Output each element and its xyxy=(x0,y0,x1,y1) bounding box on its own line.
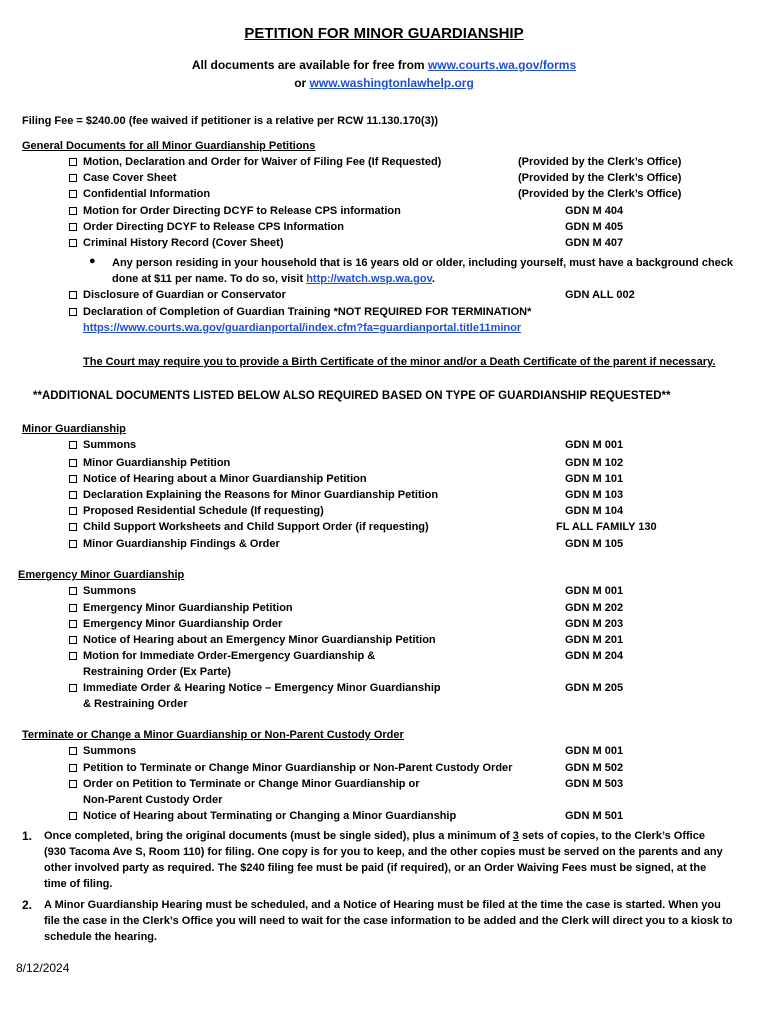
general-item-checkbox[interactable] xyxy=(69,174,77,182)
general-item-label: Order Directing DCYF to Release CPS Information xyxy=(83,221,344,233)
copies-count: 3 xyxy=(512,830,519,842)
terminate-item-checkbox[interactable] xyxy=(69,764,77,772)
background-check-period: . xyxy=(431,273,435,285)
intro-text-2: or xyxy=(294,76,310,90)
general-item-label: Motion, Declaration and Order for Waiver of Filing Fee (If Requested) xyxy=(83,156,442,168)
general-item-label: Motion for Order Directing DCYF to Release CPS information xyxy=(83,205,401,217)
general-heading: General Documents for all Minor Guardianship Petitions xyxy=(22,140,316,152)
disclosure-checkbox[interactable] xyxy=(69,291,77,299)
general-item-form-code: GDN M 404 xyxy=(565,205,624,217)
emergency-item-checkbox[interactable] xyxy=(69,587,77,595)
minor-item-checkbox[interactable] xyxy=(69,475,77,483)
general-item-label: Criminal History Record (Cover Sheet) xyxy=(83,237,284,249)
background-check-text: done at $11 per name. To do so, visit xyxy=(112,273,307,285)
emergency-item-label: Notice of Hearing about an Emergency Minor Guardianship Petition xyxy=(83,634,436,646)
general-item-checkbox[interactable] xyxy=(69,158,77,166)
training-checkbox[interactable] xyxy=(69,308,77,316)
terminate-heading: Terminate or Change a Minor Guardianship or Non-Parent Custody Order xyxy=(22,729,404,741)
step-text-line: Once completed, bring the original documents (must be single sided), plus a minimum of 3 sets of copies, to the Clerk’s Office xyxy=(44,830,705,842)
step-text-line: A Minor Guardianship Hearing must be scheduled, and a Notice of Hearing must be filed at the time the case is started. When you xyxy=(44,899,721,911)
emergency-item-form-code: GDN M 001 xyxy=(565,585,624,597)
minor-item-form-code: GDN M 001 xyxy=(565,439,624,451)
emergency-item-form-code: GDN M 201 xyxy=(565,634,624,646)
terminate-item-label: Petition to Terminate or Change Minor Guardianship or Non-Parent Custody Order xyxy=(83,762,513,774)
general-item-label: Confidential Information xyxy=(83,188,211,200)
terminate-item-form-code: GDN M 001 xyxy=(565,745,624,757)
step-text-line: file the case in the Clerk’s Office you will need to wait for the case information to be added and the Clerk will direct you to a kiosk to xyxy=(44,915,733,927)
step-number: 2. xyxy=(22,898,33,912)
bullet-icon: ● xyxy=(89,255,96,267)
step-text-line: (930 Tacoma Ave S, Room 110) for filing. One copy is for you to keep, and the other copies must be served on the parents and any xyxy=(44,846,723,858)
minor-item-checkbox[interactable] xyxy=(69,441,77,449)
general-item-checkbox[interactable] xyxy=(69,207,77,215)
terminate-item-checkbox[interactable] xyxy=(69,747,77,755)
general-item-form-code: (Provided by the Clerk’s Office) xyxy=(518,172,682,184)
general-item-form-code: (Provided by the Clerk’s Office) xyxy=(518,188,682,200)
background-check-line-1: Any person residing in your household that is 16 years old or older, including yourself, must have a background check xyxy=(112,257,734,269)
step-text-line: schedule the hearing. xyxy=(44,931,158,943)
disclosure-code: GDN ALL 002 xyxy=(565,289,635,301)
emergency-item-checkbox[interactable] xyxy=(69,684,77,692)
minor-item-form-code: GDN M 101 xyxy=(565,473,624,485)
emergency-item-label: Emergency Minor Guardianship Petition xyxy=(83,602,293,614)
terminate-item-label: Summons xyxy=(83,745,137,757)
page-title: PETITION FOR MINOR GUARDIANSHIP xyxy=(244,25,524,42)
emergency-item-form-code: GDN M 202 xyxy=(565,602,624,614)
step-text-line: other involved party as required. The $240 filing fee must be paid (if required), or an Order Waiving Fees must be signed, at the xyxy=(44,862,707,874)
terminate-item-label-continued: Non-Parent Custody Order xyxy=(83,794,223,806)
minor-item-label: Summons xyxy=(83,439,137,451)
intro-line-2 xyxy=(0,76,768,91)
training-label: Declaration of Completion of Guardian Training *NOT REQUIRED FOR TERMINATION* xyxy=(83,306,532,318)
minor-item-label: Declaration Explaining the Reasons for Minor Guardianship Petition xyxy=(83,489,439,501)
terminate-item-checkbox[interactable] xyxy=(69,780,77,788)
minor-item-form-code: GDN M 104 xyxy=(565,505,624,517)
general-item-checkbox[interactable] xyxy=(69,223,77,231)
terminate-item-form-code: GDN M 501 xyxy=(565,810,624,822)
emergency-item-label: Emergency Minor Guardianship Order xyxy=(83,618,283,630)
minor-item-label: Child Support Worksheets and Child Support Order (if requesting) xyxy=(83,521,429,533)
wsp-watch-link[interactable]: http://watch.wsp.wa.gov xyxy=(306,273,432,285)
terminate-item-label: Notice of Hearing about Terminating or Changing a Minor Guardianship xyxy=(83,810,457,822)
terminate-item-label: Order on Petition to Terminate or Change Minor Guardianship or xyxy=(83,778,420,790)
minor-item-checkbox[interactable] xyxy=(69,523,77,531)
washingtonlawhelp-link[interactable]: www.washingtonlawhelp.org xyxy=(309,76,474,90)
step-number: 1. xyxy=(22,829,33,843)
minor-item-checkbox[interactable] xyxy=(69,540,77,548)
additional-documents-heading: **ADDITIONAL DOCUMENTS LISTED BELOW ALSO REQUIRED BASED ON TYPE OF GUARDIANSHIP REQUESTED** xyxy=(33,390,671,402)
general-item-checkbox[interactable] xyxy=(69,239,77,247)
emergency-item-label-continued: & Restraining Order xyxy=(83,698,188,710)
emergency-item-label: Motion for Immediate Order-Emergency Guardianship & xyxy=(83,650,376,662)
minor-item-label: Minor Guardianship Petition xyxy=(83,457,231,469)
terminate-item-checkbox[interactable] xyxy=(69,812,77,820)
emergency-item-checkbox[interactable] xyxy=(69,620,77,628)
minor-item-checkbox[interactable] xyxy=(69,459,77,467)
step-text-line: time of filing. xyxy=(44,878,113,890)
general-item-form-code: (Provided by the Clerk’s Office) xyxy=(518,156,682,168)
background-check-line-2 xyxy=(112,273,435,286)
emergency-item-checkbox[interactable] xyxy=(69,652,77,660)
emergency-item-form-code: GDN M 205 xyxy=(565,682,624,694)
emergency-item-label: Summons xyxy=(83,585,137,597)
filing-fee: Filing Fee = $240.00 (fee waived if petitioner is a relative per RCW 11.130.170(3)) xyxy=(22,115,439,127)
courts-forms-link[interactable]: www.courts.wa.gov/forms xyxy=(427,58,577,72)
emergency-heading: Emergency Minor Guardianship xyxy=(18,569,185,581)
emergency-item-checkbox[interactable] xyxy=(69,604,77,612)
minor-item-form-code: GDN M 103 xyxy=(565,489,624,501)
minor-item-checkbox[interactable] xyxy=(69,491,77,499)
general-item-form-code: GDN M 407 xyxy=(565,237,624,249)
emergency-item-label-continued: Restraining Order (Ex Parte) xyxy=(83,666,231,678)
intro-text-1: All documents are available for free from xyxy=(191,58,428,72)
document-date: 8/12/2024 xyxy=(16,961,70,975)
general-item-form-code: GDN M 405 xyxy=(565,221,624,233)
general-item-label: Case Cover Sheet xyxy=(83,172,177,184)
emergency-item-checkbox[interactable] xyxy=(69,636,77,644)
minor-item-label: Minor Guardianship Findings & Order xyxy=(83,538,280,550)
emergency-item-label: Immediate Order & Hearing Notice – Emergency Minor Guardianship xyxy=(83,682,441,694)
minor-item-label: Notice of Hearing about a Minor Guardianship Petition xyxy=(83,473,367,485)
guardian-portal-link[interactable]: https://www.courts.wa.gov/guardianportal/index.cfm?fa=guardianportal.title11minor xyxy=(83,322,522,334)
terminate-item-form-code: GDN M 502 xyxy=(565,762,624,774)
minor-item-label: Proposed Residential Schedule (If requesting) xyxy=(83,505,324,517)
terminate-item-form-code: GDN M 503 xyxy=(565,778,624,790)
intro-line-1 xyxy=(0,58,768,73)
minor-guardianship-heading: Minor Guardianship xyxy=(22,423,126,435)
court-note: The Court may require you to provide a Birth Certificate of the minor and/or a Death Certificate of the parent if necessary. xyxy=(83,356,716,368)
minor-item-checkbox[interactable] xyxy=(69,507,77,515)
emergency-item-form-code: GDN M 203 xyxy=(565,618,624,630)
disclosure-label: Disclosure of Guardian or Conservator xyxy=(83,289,286,301)
minor-item-form-code: FL ALL FAMILY 130 xyxy=(556,521,657,533)
minor-item-form-code: GDN M 102 xyxy=(565,457,624,469)
minor-item-form-code: GDN M 105 xyxy=(565,538,624,550)
general-item-checkbox[interactable] xyxy=(69,190,77,198)
emergency-item-form-code: GDN M 204 xyxy=(565,650,624,662)
